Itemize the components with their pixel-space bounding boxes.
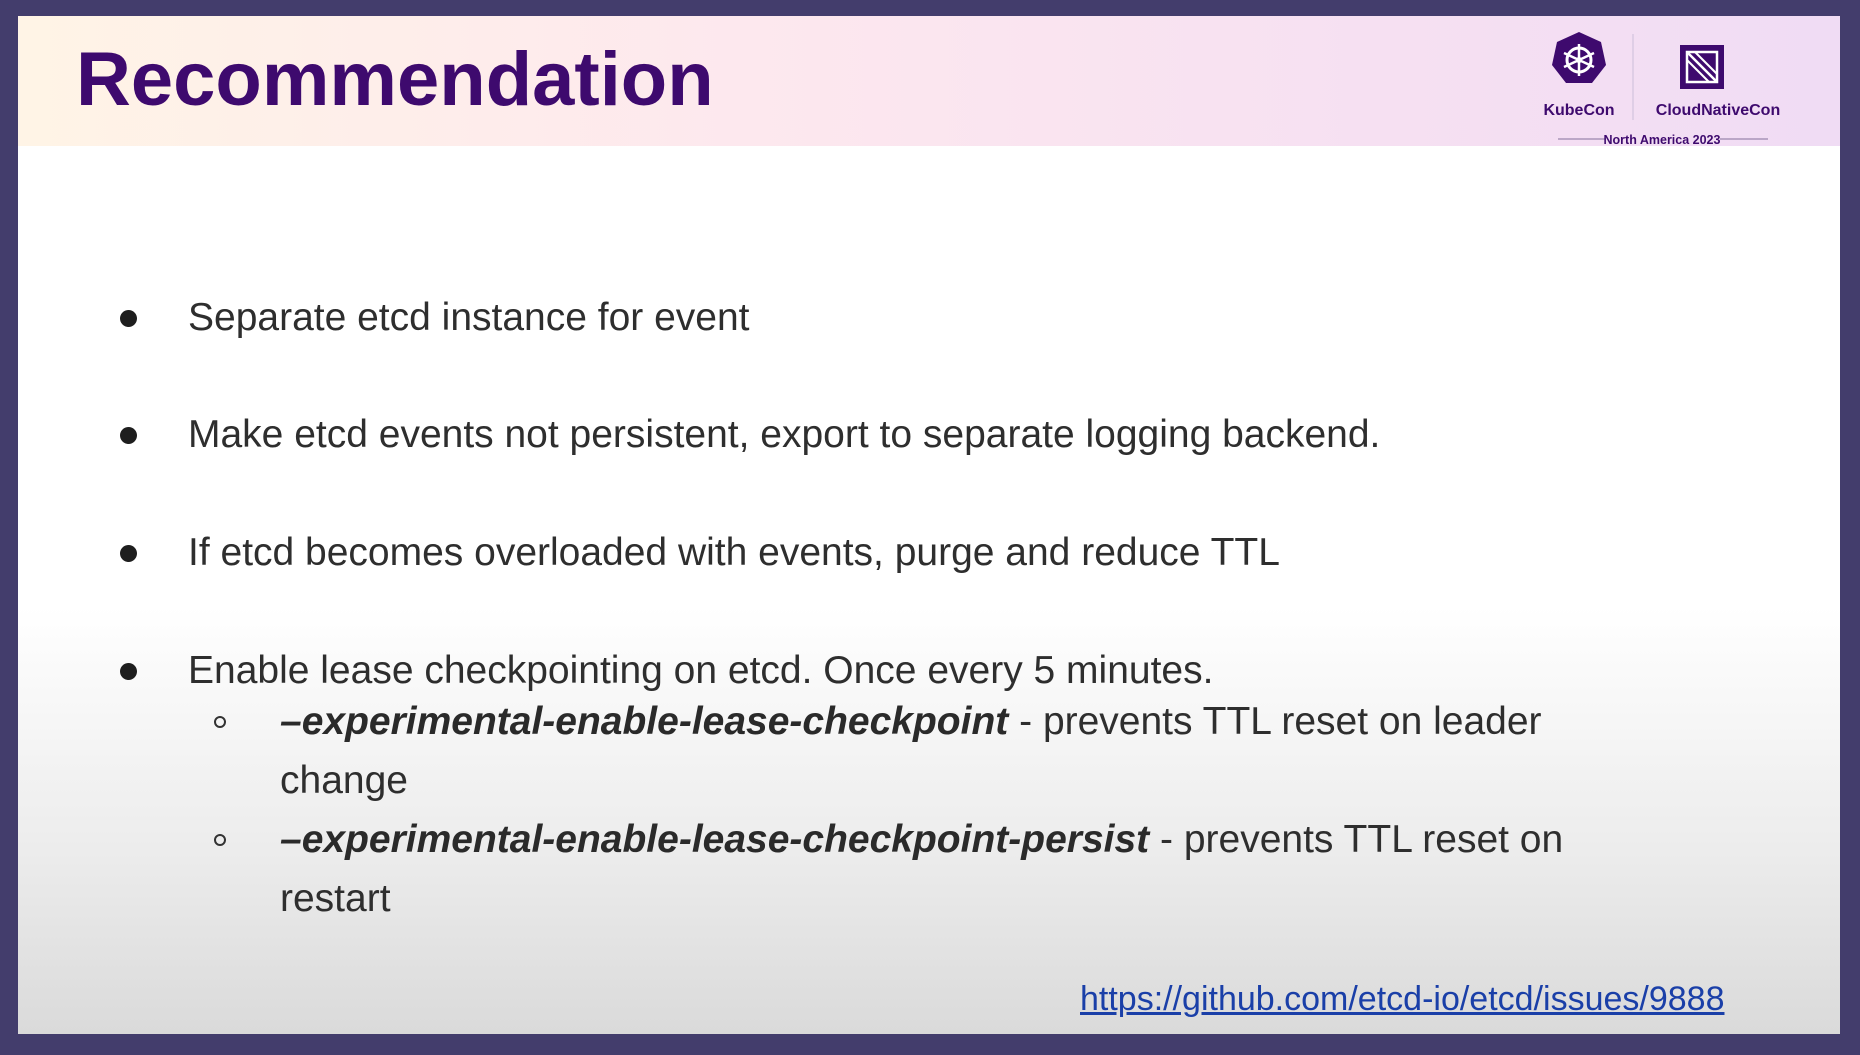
bullet-icon (120, 310, 137, 327)
slide-title: Recommendation (76, 37, 714, 122)
flag-name: –experimental-enable-lease-checkpoint (280, 700, 1009, 743)
bullet-item: Enable lease checkpointing on etcd. Once every 5 minutes. (188, 649, 1214, 692)
github-issue-link[interactable]: https://github.com/etcd-io/etcd/issues/9888 (1080, 980, 1725, 1018)
cloudnativecon-label: CloudNativeCon (1655, 102, 1781, 119)
bullet-icon (120, 545, 137, 562)
sub-bullet-item (280, 810, 1600, 928)
flag-name: –experimental-enable-lease-checkpoint-persist (280, 818, 1150, 861)
sub-bullet-icon (214, 716, 226, 728)
flag-description: - prevents TTL reset on restart (280, 818, 1564, 920)
bullet-icon (120, 427, 137, 444)
slide (18, 16, 1840, 1034)
bullet-list (18, 16, 1840, 1034)
bullet-item: Make etcd events not persistent, export to separate logging backend. (188, 413, 1381, 456)
event-label: North America 2023 (1603, 133, 1721, 146)
sub-bullet-icon (214, 834, 226, 846)
bullet-item: Separate etcd instance for event (188, 296, 750, 339)
bullet-item: If etcd becomes overloaded with events, purge and reduce TTL (188, 531, 1280, 574)
sub-bullet-item (280, 692, 1600, 810)
bullet-icon (120, 663, 137, 680)
kubecon-label: KubeCon (1543, 102, 1615, 119)
flag-description: - prevents TTL reset on leader change (280, 700, 1542, 802)
